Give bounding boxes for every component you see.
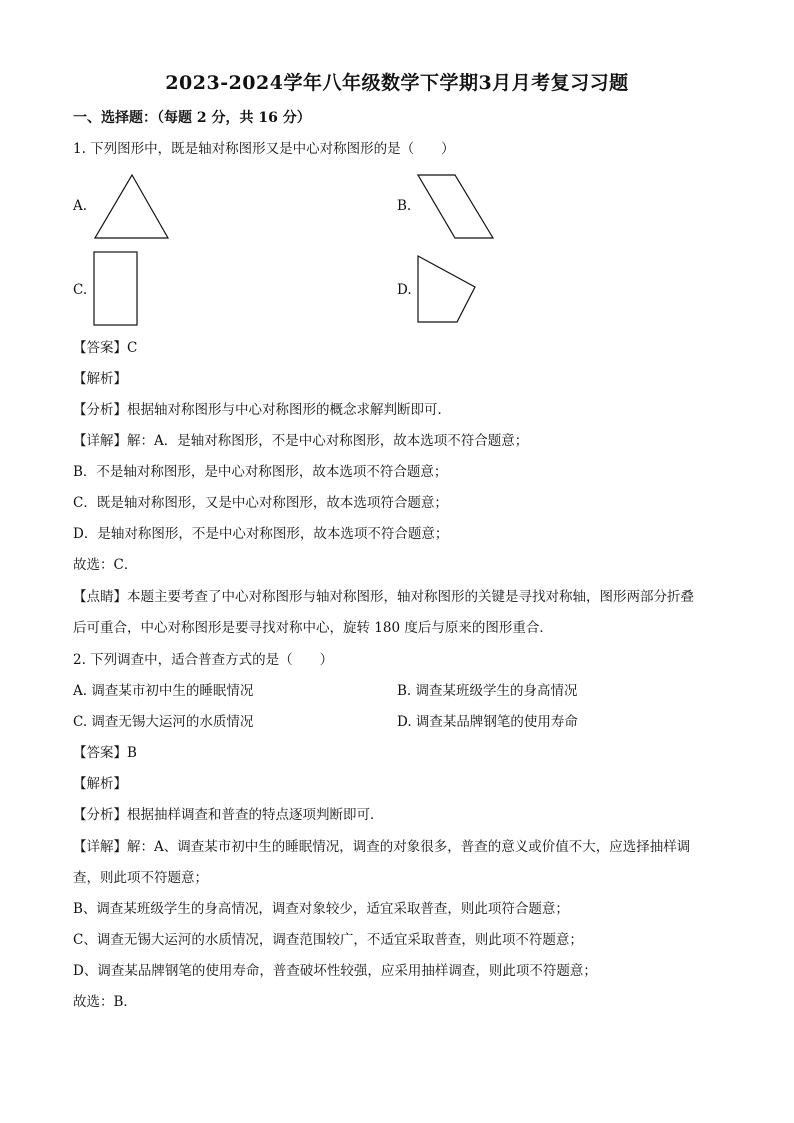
xiangjie-text: 解：A．是轴对称图形，不是中心对称图形，故本选项不符合题意； — [127, 433, 529, 449]
question-1-stem: 1. 下列图形中，既是轴对称图形又是中心对称图形的是（ ） — [73, 141, 455, 157]
dianjing-tag: 【点睛】 — [73, 589, 127, 605]
answer-tag: 【答案】 — [73, 745, 127, 761]
q1-option-a-triangle — [94, 174, 170, 240]
q2-option-d: D. 调查某品牌钢笔的使用寿命 — [397, 714, 578, 730]
q1-choice: 故选：C． — [73, 557, 138, 573]
fenxi-text: 根据轴对称图形与中心对称图形的概念求解判断即可． — [127, 402, 451, 418]
q2-line-d: D、调查某品牌钢笔的使用寿命，普查破坏性较强，应采用抽样调查，则此项不符题意； — [73, 963, 597, 979]
fenxi-tag: 【分析】 — [73, 402, 127, 418]
q2-xiangjie-1 — [73, 837, 690, 857]
q1-line-d: D．是轴对称图形，不是中心对称图形，故本选项不符合题意； — [73, 526, 449, 542]
q1-option-b-parallelogram — [417, 174, 495, 240]
page-title: 2023-2024学年八年级数学下学期3月月考复习习题 — [165, 72, 629, 94]
q2-answer — [73, 743, 137, 763]
q2-line-c: C、调查无锡大运河的水质情况，调查范围较广，不适宜采取普查，则此项不符题意； — [73, 932, 583, 948]
q1-option-d-pentagon — [417, 255, 479, 325]
q1-fenxi — [73, 400, 451, 420]
xiangjie-tag: 【详解】 — [73, 839, 127, 855]
dianjing-text: 本题主要考查了中心对称图形与轴对称图形，轴对称图形的关键是寻找对称轴，图形两部分折叠 — [127, 589, 694, 605]
q2-option-c: C. 调查无锡大运河的水质情况 — [73, 714, 254, 730]
q1-option-b-label: B. — [397, 198, 412, 214]
fenxi-tag: 【分析】 — [73, 807, 127, 823]
q2-jiexi-heading: 【解析】 — [73, 776, 127, 792]
q1-line-c: C．既是轴对称图形，又是中心对称图形，故本选项符合题意； — [73, 495, 448, 511]
answer-value: B — [127, 745, 137, 761]
q1-option-c-rectangle — [93, 251, 139, 327]
xiangjie-text: 解：A、调查某市初中生的睡眠情况，调查的对象很多，普查的意义或价值不大，应选择抽样调 — [127, 839, 691, 855]
q1-dianjing-1 — [73, 587, 694, 607]
q1-option-c-label: C. — [73, 282, 88, 298]
q1-option-d-label: D. — [397, 282, 412, 298]
q1-jiexi-heading: 【解析】 — [73, 371, 127, 387]
answer-value: C — [127, 340, 138, 356]
section-heading: 一、选择题：（每题 2 分，共 16 分） — [73, 110, 311, 126]
question-2-stem: 2. 下列调查中，适合普查方式的是（ ） — [73, 652, 334, 668]
fenxi-text: 根据抽样调查和普查的特点逐项判断即可． — [127, 807, 384, 823]
q2-option-a: A. 调查某市初中生的睡眠情况 — [73, 683, 254, 699]
q2-option-b: B. 调查某班级学生的身高情况 — [397, 683, 578, 699]
q1-option-a-label: A. — [73, 198, 88, 214]
q1-dianjing-2: 后可重合，中心对称图形是要寻找对称中心，旋转 180 度后与原来的图形重合． — [73, 620, 553, 636]
q1-line-b: B．不是轴对称图形，是中心对称图形，故本选项不符合题意； — [73, 464, 448, 480]
answer-tag: 【答案】 — [73, 340, 127, 356]
q2-line-b: B、调查某班级学生的身高情况，调查对象较少，适宜采取普查，则此项符合题意； — [73, 901, 569, 917]
xiangjie-tag: 【详解】 — [73, 433, 127, 449]
q1-xiangjie — [73, 431, 528, 451]
q2-choice: 故选：B． — [73, 994, 137, 1010]
q2-xiangjie-2: 查，则此项不符题意； — [73, 870, 208, 886]
q2-fenxi — [73, 805, 384, 825]
q1-answer — [73, 338, 137, 358]
